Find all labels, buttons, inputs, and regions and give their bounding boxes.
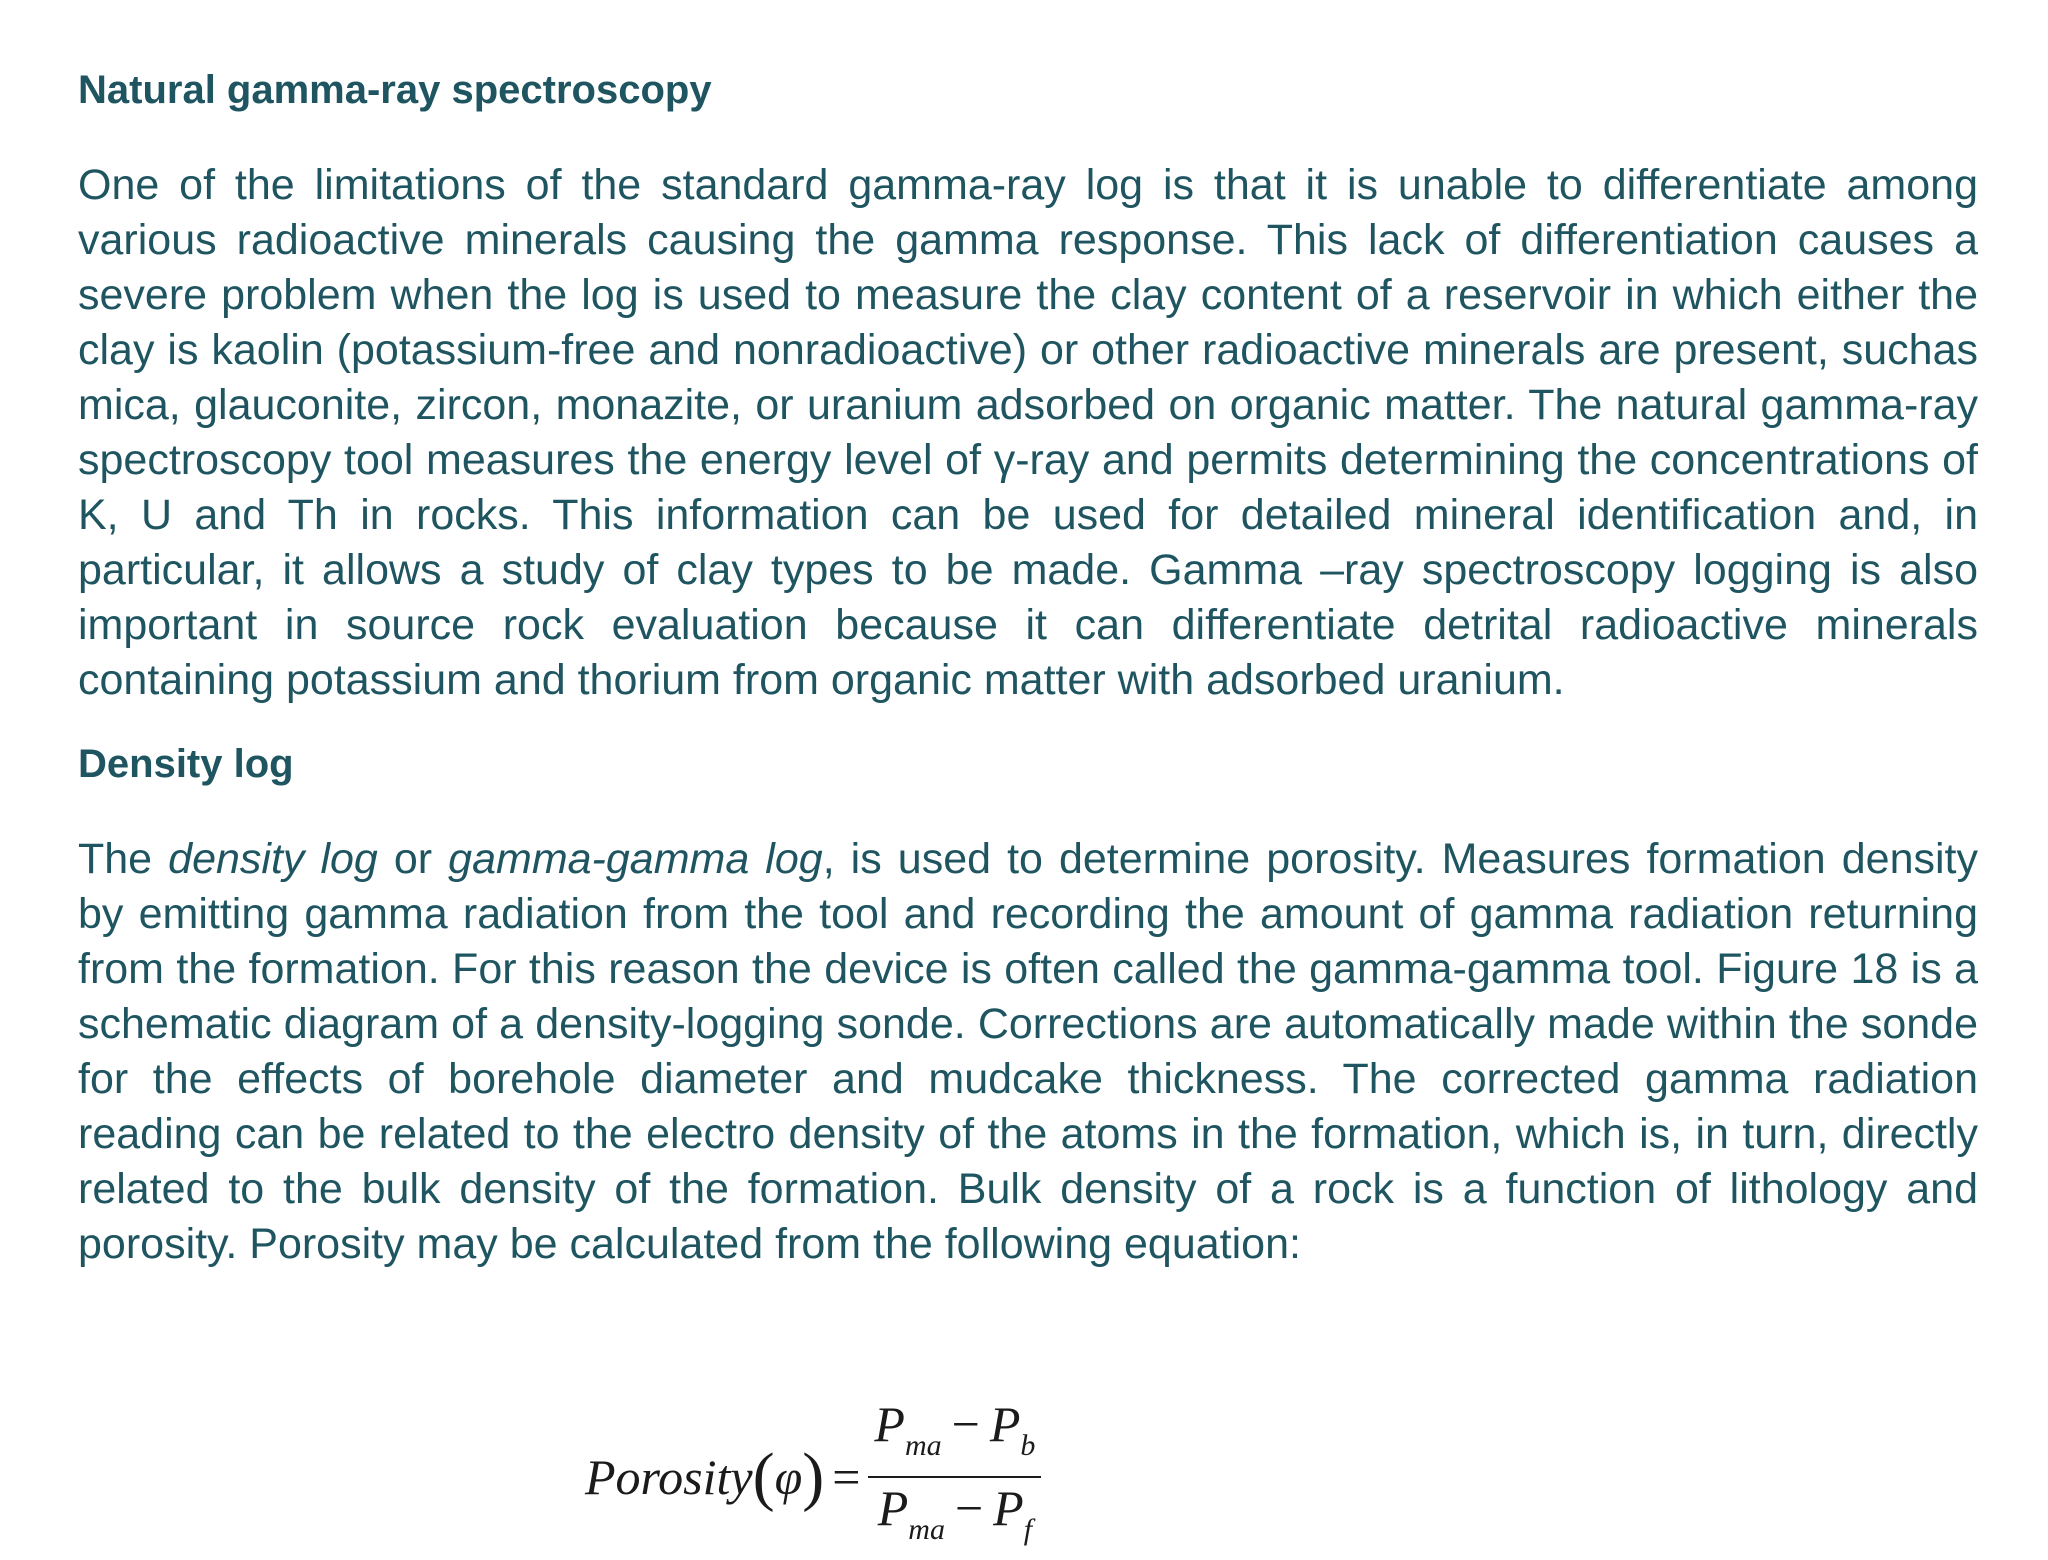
denominator-minus: − — [954, 1480, 984, 1536]
numerator-term-a: P — [874, 1396, 905, 1452]
fraction — [868, 1394, 1041, 1560]
document-page — [78, 62, 1978, 1272]
porosity-word: Porosity — [585, 1449, 753, 1505]
denominator-term-b: P — [993, 1480, 1024, 1536]
numerator-sub-a: ma — [904, 1429, 942, 1462]
phi-symbol: φ — [774, 1449, 803, 1505]
porosity-equation — [585, 1394, 1041, 1560]
paragraph-gamma-spectroscopy: One of the limitations of the standard gamma-ray log is that it is unable to differentiate among various radioactive minerals causing the gamma response. This lack of differentiation causes a severe problem when the log is used to measure the clay content of a reservoir in which either the clay is kaolin (potassium-free and nonradioactive) or other radioactive minerals are present, suchas mica, glauconite, zircon, monazite, or uranium adsorbed on organic matter. The natural gamma-ray spectroscopy tool measures the energy level of γ-ray and permits determining the concentrations of K, U and Th in rocks. This information can be used for detailed mineral identification and, in particular, it allows a study of clay types to be made. Gamma –ray spectroscopy logging is also important in source rock evaluation because it can differentiate detrital radioactive minerals containing potassium and thorium from organic matter with adsorbed uranium. — [78, 161, 1978, 704]
section-heading-density-log: Density log — [78, 742, 294, 786]
text-density-description: , is used to determine porosity. Measures formation density by emitting gamma radiation from the tool and recording the amount of gamma radiation returning from the formation. For this reason the device is often called the gamma-gamma tool. Figure 18 is a schematic diagram of a density-logging sonde. Corrections are automatically made within the sonde for the effects of borehole diameter and mudcake thickness. The corrected gamma radiation reading can be related to the electro density of the atoms in the formation, which is, in turn, directly related to the bulk density of the formation. Bulk density of a rock is a function of lithology and porosity. Porosity may be calculated from the following equation: — [78, 835, 1978, 1268]
denominator — [872, 1478, 1038, 1560]
equation-lhs — [585, 1440, 825, 1513]
term-density-log: density log — [168, 835, 378, 883]
paragraph-density-log — [78, 832, 1978, 1272]
section-heading-gamma-spectroscopy: Natural gamma-ray spectroscopy — [78, 68, 712, 112]
equals-sign: = — [832, 1449, 861, 1505]
text-or: or — [393, 835, 433, 883]
denominator-sub-b: f — [1023, 1513, 1033, 1546]
term-gamma-gamma-log: gamma-gamma log — [448, 835, 823, 883]
open-paren: ( — [752, 1440, 775, 1513]
denominator-term-a: P — [877, 1480, 909, 1536]
numerator — [868, 1394, 1041, 1476]
denominator-sub-a: ma — [908, 1513, 945, 1546]
close-paren: ) — [802, 1440, 825, 1513]
text-the: The — [78, 835, 153, 883]
numerator-term-b: P — [989, 1396, 1021, 1452]
numerator-minus: − — [951, 1396, 980, 1452]
numerator-sub-b: b — [1020, 1429, 1036, 1462]
